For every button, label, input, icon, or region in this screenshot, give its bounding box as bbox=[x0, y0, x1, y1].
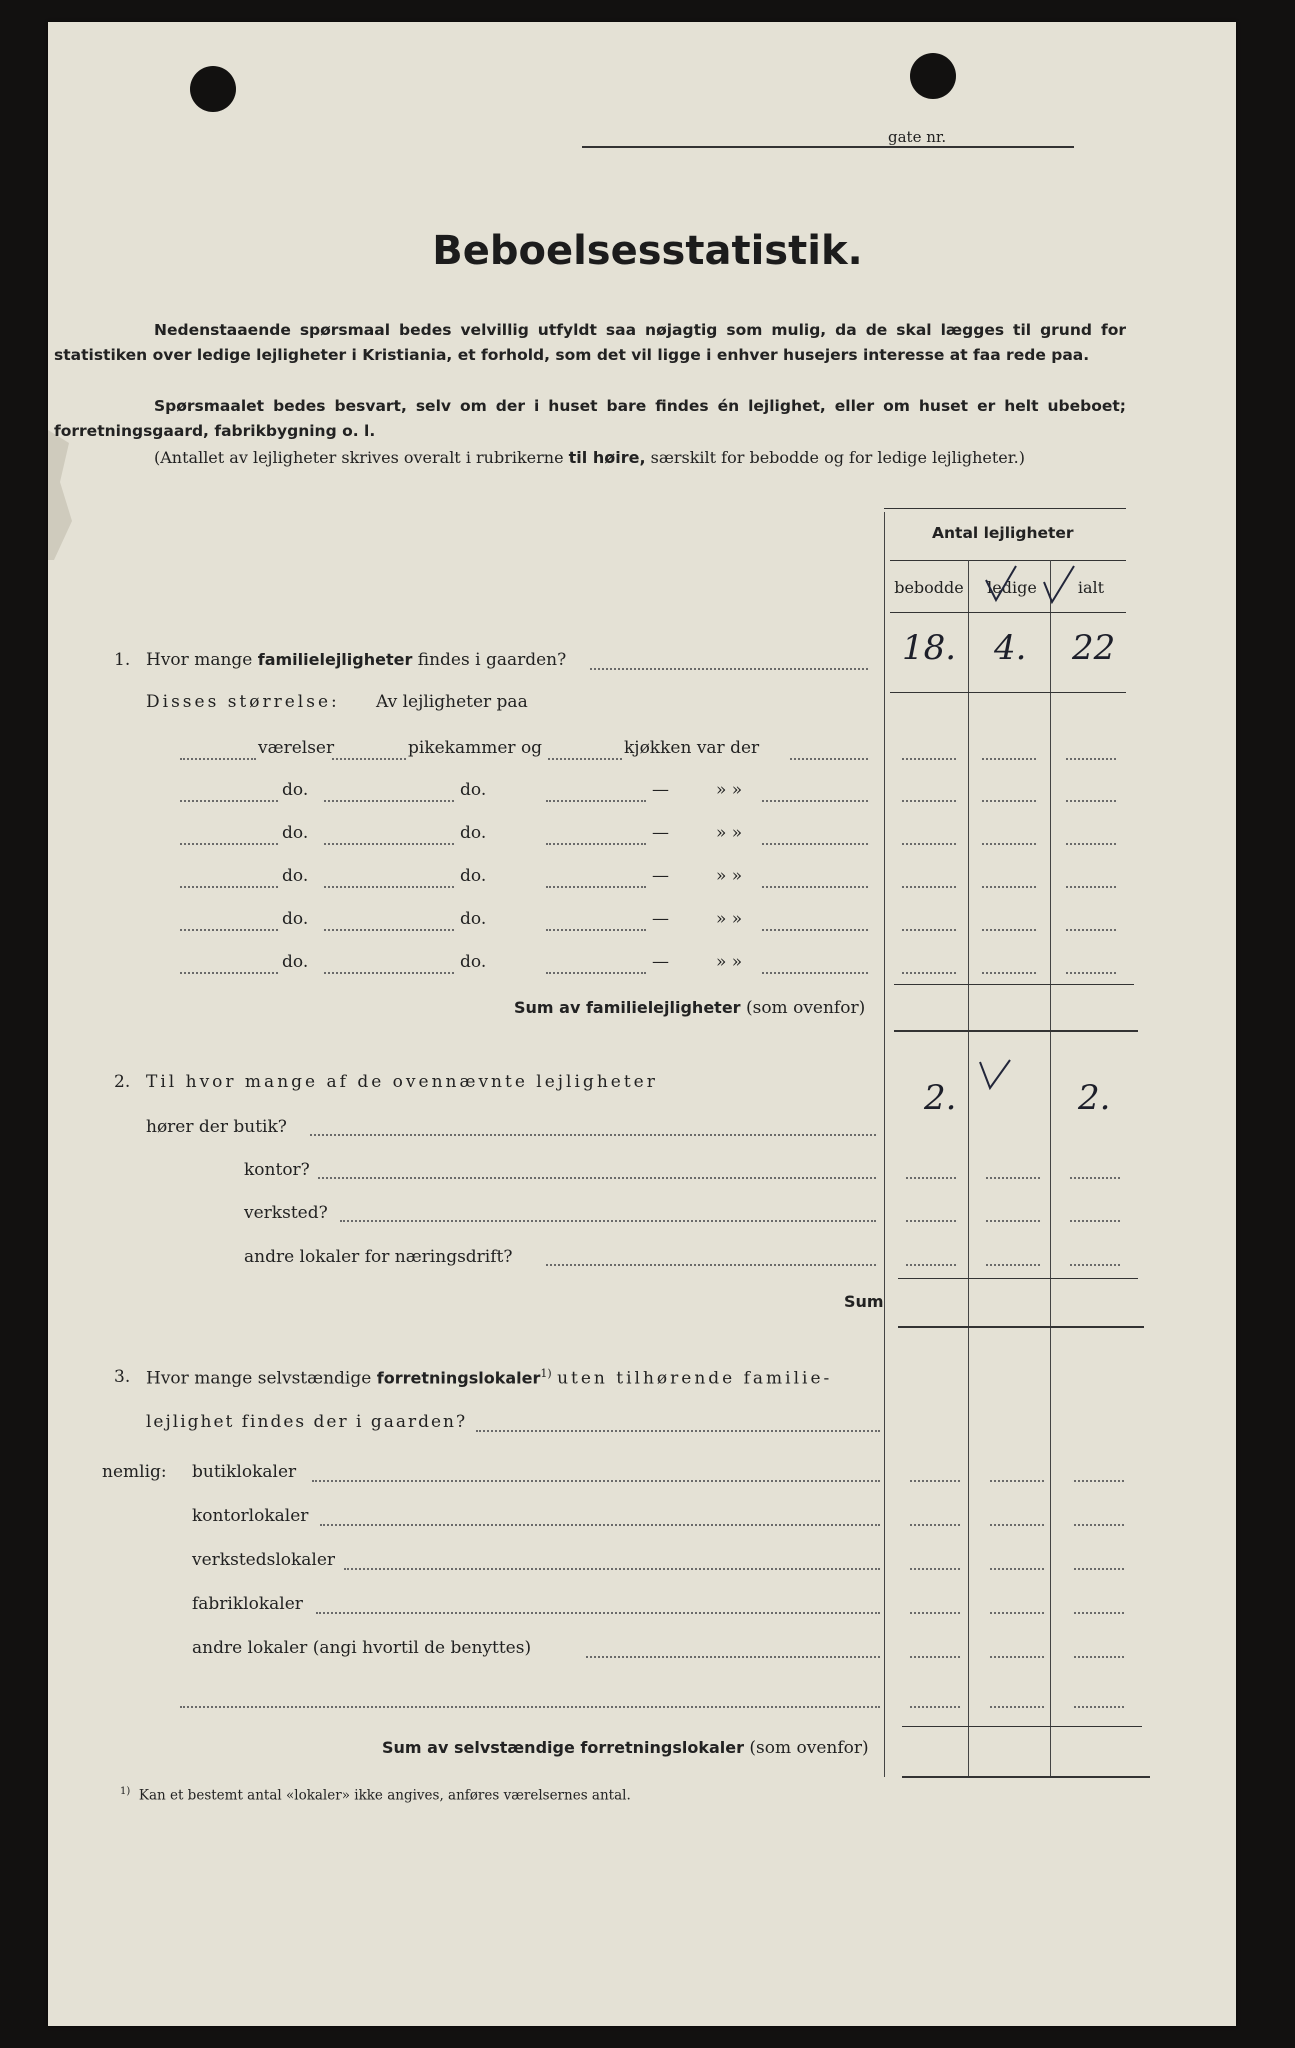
q3-item-fabriklokaler: fabriklokaler bbox=[192, 1594, 303, 1614]
q3-question bbox=[146, 1367, 832, 1389]
cell-dots bbox=[982, 758, 1036, 760]
q3-item-verkstedslokaler-dots bbox=[344, 1568, 880, 1570]
column-divider-1 bbox=[968, 560, 969, 1777]
cell-dots bbox=[902, 929, 956, 931]
table-title: Antal lejligheter bbox=[932, 524, 1074, 542]
column-header-rule bbox=[890, 612, 1126, 613]
size-row-6-do-b: do. bbox=[460, 952, 487, 972]
size-row-4-blank-b bbox=[324, 886, 454, 888]
q2-answer-ialt: 2. bbox=[1078, 1078, 1111, 1118]
size-row-3-blank-b bbox=[324, 843, 454, 845]
size-row-2-do-a: do. bbox=[282, 780, 309, 800]
size-row-3-blank-c bbox=[546, 843, 646, 845]
intro-paragraph-1: Nedenstaaende spørsmaal bedes velvillig utfyldt saa nøjagtig som mulig, da de skal lægges til grund for statistiken over ledige lejligheter i Kristiania, et forhold, som det vil ligge i enhver husejers interesse at faa rede paa. bbox=[54, 321, 1126, 364]
q2-question: Til hvor mange af de ovennævnte lejligheter bbox=[146, 1072, 658, 1092]
size-row-1-blank-c bbox=[548, 758, 622, 760]
q2-item-butik-dots bbox=[310, 1134, 876, 1136]
cell-dots bbox=[1066, 800, 1116, 802]
cell-dots bbox=[1074, 1524, 1124, 1526]
column-header-ledige: ledige bbox=[987, 578, 1037, 597]
q2-item-kontor-dots bbox=[318, 1177, 876, 1179]
cell-dots bbox=[1070, 1220, 1120, 1222]
q3-item-kontorlokaler: kontorlokaler bbox=[192, 1506, 309, 1526]
size-row-3-do-b: do. bbox=[460, 823, 487, 843]
cell-dots bbox=[982, 929, 1036, 931]
q3-text-bold: forretningslokaler bbox=[376, 1368, 541, 1388]
punch-hole-right bbox=[910, 53, 956, 99]
q1-text-bold: familielejligheter bbox=[257, 650, 413, 669]
size-row-4-dots bbox=[762, 886, 868, 888]
q3-sum-part2: (som ovenfor) bbox=[744, 1738, 869, 1758]
cell-dots bbox=[910, 1480, 960, 1482]
q3-extra-line bbox=[180, 1706, 880, 1708]
cell-dots bbox=[1066, 843, 1116, 845]
size-row-6-blank-b bbox=[324, 972, 454, 974]
q1-sum-part2: (som ovenfor) bbox=[740, 998, 866, 1018]
q2-item-kontor: kontor? bbox=[244, 1160, 310, 1180]
cell-dots bbox=[990, 1568, 1044, 1570]
q3-item-andre: andre lokaler (angi hvortil de benyttes) bbox=[192, 1638, 532, 1658]
size-row-2-blank-c bbox=[546, 800, 646, 802]
footnote bbox=[120, 1786, 631, 1804]
cell-dots bbox=[906, 1177, 956, 1179]
cell-dots bbox=[990, 1706, 1044, 1708]
size-row-6-quote: » » bbox=[716, 952, 743, 972]
cell-dots bbox=[1066, 886, 1116, 888]
q2-sum-rule-top bbox=[898, 1278, 1138, 1279]
q1-text-part1: Hvor mange bbox=[146, 650, 258, 670]
q2-item-andre-dots bbox=[546, 1264, 876, 1266]
cell-dots bbox=[982, 843, 1036, 845]
size-row-2-blank-b bbox=[324, 800, 454, 802]
cell-dots bbox=[1066, 972, 1116, 974]
size-row-5-quote: » » bbox=[716, 909, 743, 929]
table-left-border bbox=[884, 512, 885, 1777]
gate-number-line bbox=[582, 146, 1074, 148]
q3-text-part2: uten tilhørende familie- bbox=[557, 1368, 833, 1389]
q1-size-label: Disses størrelse: bbox=[146, 692, 340, 712]
cell-dots bbox=[910, 1612, 960, 1614]
cell-dots bbox=[902, 972, 956, 974]
q2-item-verksted-dots bbox=[340, 1220, 876, 1222]
column-header-bebodde: bebodde bbox=[894, 578, 964, 597]
cell-dots bbox=[902, 843, 956, 845]
intro-p3-part1: (Antallet av lejligheter skrives overalt i rubrikerne bbox=[154, 448, 569, 467]
intro-paragraph-3 bbox=[54, 445, 1126, 470]
q1-number: 1. bbox=[114, 650, 131, 670]
cell-dots bbox=[910, 1524, 960, 1526]
size-row-5-blank-c bbox=[546, 929, 646, 931]
q3-item-kontorlokaler-dots bbox=[320, 1524, 880, 1526]
table-top-rule bbox=[884, 508, 1126, 509]
cell-dots bbox=[1074, 1612, 1124, 1614]
cell-dots bbox=[990, 1480, 1044, 1482]
q1-sum-bold: familielejligheter bbox=[585, 998, 741, 1017]
cell-dots bbox=[906, 1220, 956, 1222]
intro-block-2 bbox=[54, 394, 1126, 444]
tick-mark-q2-ledige bbox=[976, 1056, 1016, 1100]
footnote-mark: 1) bbox=[120, 1786, 131, 1797]
size-row-3-blank-a bbox=[180, 843, 278, 845]
cell-dots bbox=[1066, 758, 1116, 760]
size-row-6-dash: — bbox=[652, 952, 669, 972]
size-row-4-dash: — bbox=[652, 866, 669, 886]
cell-dots bbox=[986, 1264, 1040, 1266]
size-row-3-quote: » » bbox=[716, 823, 743, 843]
size-row-2-quote: » » bbox=[716, 780, 743, 800]
q3-text-part1: Hvor mange selvstændige bbox=[146, 1368, 377, 1389]
size-row-5-dots bbox=[762, 929, 868, 931]
intro-p3-part2: særskilt for bebodde og for ledige lejligheter.) bbox=[645, 448, 1025, 467]
q1-row-rule bbox=[890, 692, 1126, 693]
q1-answer-bebodde: 18. bbox=[902, 628, 957, 668]
size-row-2-dots bbox=[762, 800, 868, 802]
tick-mark-ledige bbox=[982, 560, 1022, 610]
size-row-1-blank-a bbox=[180, 758, 256, 760]
cell-dots bbox=[982, 972, 1036, 974]
size-row-5-blank-b bbox=[324, 929, 454, 931]
cell-dots bbox=[990, 1612, 1044, 1614]
q3-sum-bold: Sum av selvstændige forretningslokaler bbox=[382, 1738, 744, 1757]
size-row-4-do-b: do. bbox=[460, 866, 487, 886]
q1-leader-dots bbox=[590, 668, 868, 670]
intro-block-3 bbox=[54, 445, 1126, 470]
q1-sum-rule-bottom bbox=[894, 1030, 1138, 1032]
intro-p3-bold: til høire, bbox=[568, 448, 646, 467]
q3-item-andre-dots bbox=[586, 1656, 880, 1658]
q3-item-butiklokaler-dots bbox=[312, 1480, 880, 1482]
size-row-label-rooms: værelser bbox=[258, 738, 335, 758]
q3-item-verkstedslokaler: verkstedslokaler bbox=[192, 1550, 336, 1570]
q1-answer-ledige: 4. bbox=[994, 628, 1027, 668]
cell-dots bbox=[1070, 1177, 1120, 1179]
cell-dots bbox=[990, 1524, 1044, 1526]
q3-nemlig: nemlig: bbox=[102, 1462, 167, 1482]
size-row-2-do-b: do. bbox=[460, 780, 487, 800]
q2-sum-rule-bottom bbox=[898, 1326, 1144, 1328]
size-row-5-do-b: do. bbox=[460, 909, 487, 929]
q1-text-part2: findes i gaarden? bbox=[412, 650, 567, 670]
q1-sum-part1: Sum av bbox=[514, 998, 586, 1017]
cell-dots bbox=[910, 1656, 960, 1658]
q3-footnote-ref: 1) bbox=[540, 1367, 552, 1380]
q3-line2-text: lejlighet findes der i gaarden? bbox=[146, 1412, 468, 1432]
cell-dots bbox=[910, 1706, 960, 1708]
q1-sum-label bbox=[514, 998, 865, 1018]
size-row-6-do-a: do. bbox=[282, 952, 309, 972]
cell-dots bbox=[902, 886, 956, 888]
size-row-4-blank-a bbox=[180, 886, 278, 888]
footnote-text: Kan et bestemt antal «lokaler» ikke angives, anføres værelsernes antal. bbox=[138, 1787, 631, 1804]
size-row-3-dash: — bbox=[652, 823, 669, 843]
q1-question bbox=[146, 650, 566, 670]
q1-sum-rule-top bbox=[894, 984, 1134, 985]
size-row-4-blank-c bbox=[546, 886, 646, 888]
punch-hole-left bbox=[190, 66, 236, 112]
size-row-label-maids-room: pikekammer og bbox=[408, 738, 543, 758]
intro-text bbox=[54, 318, 1126, 368]
size-row-1-dots bbox=[790, 758, 868, 760]
q3-question-line2 bbox=[146, 1412, 467, 1432]
column-divider-2 bbox=[1050, 560, 1051, 1777]
cell-dots bbox=[1074, 1480, 1124, 1482]
size-row-5-dash: — bbox=[652, 909, 669, 929]
size-row-5-blank-a bbox=[180, 929, 278, 931]
form-title: Beboelsesstatistik. bbox=[432, 228, 863, 274]
q2-item-andre: andre lokaler for næringsdrift? bbox=[244, 1247, 513, 1267]
cell-dots bbox=[990, 1656, 1044, 1658]
q1-size-text: Av lejligheter paa bbox=[376, 692, 528, 712]
cell-dots bbox=[1070, 1264, 1120, 1266]
gate-number-label: gate nr. bbox=[888, 128, 947, 146]
q1-answer-ialt: 22 bbox=[1072, 628, 1116, 668]
q2-item-butik: hører der butik? bbox=[146, 1117, 287, 1137]
column-header-ialt: ialt bbox=[1077, 578, 1105, 597]
size-row-4-quote: » » bbox=[716, 866, 743, 886]
size-row-label-kitchen: kjøkken var der bbox=[624, 738, 760, 758]
size-row-2-dash: — bbox=[652, 780, 669, 800]
q2-number: 2. bbox=[114, 1072, 131, 1092]
size-row-6-dots bbox=[762, 972, 868, 974]
cell-dots bbox=[1074, 1568, 1124, 1570]
cell-dots bbox=[902, 758, 956, 760]
q3-sum-rule-bottom bbox=[902, 1776, 1150, 1778]
q2-item-verksted: verksted? bbox=[244, 1203, 328, 1223]
cell-dots bbox=[906, 1264, 956, 1266]
size-row-5-do-a: do. bbox=[282, 909, 309, 929]
size-row-6-blank-c bbox=[546, 972, 646, 974]
q3-item-butiklokaler: butiklokaler bbox=[192, 1462, 297, 1482]
q3-sum-rule-top bbox=[902, 1726, 1142, 1727]
size-row-3-do-a: do. bbox=[282, 823, 309, 843]
cell-dots bbox=[1074, 1706, 1124, 1708]
cell-dots bbox=[902, 800, 956, 802]
size-row-2-blank-a bbox=[180, 800, 278, 802]
cell-dots bbox=[982, 800, 1036, 802]
cell-dots bbox=[986, 1220, 1040, 1222]
q2-sum-label bbox=[844, 1292, 884, 1312]
q3-item-fabriklokaler-dots bbox=[316, 1612, 880, 1614]
size-row-4-do-a: do. bbox=[282, 866, 309, 886]
q3-sum-label bbox=[382, 1738, 869, 1758]
size-row-1-blank-b bbox=[332, 758, 406, 760]
size-row-6-blank-a bbox=[180, 972, 278, 974]
q3-line2-dots bbox=[476, 1430, 880, 1432]
size-row-3-dots bbox=[762, 843, 868, 845]
q3-number: 3. bbox=[114, 1367, 131, 1387]
q2-sum-text: Sum bbox=[844, 1292, 884, 1311]
cell-dots bbox=[910, 1568, 960, 1570]
cell-dots bbox=[1066, 929, 1116, 931]
cell-dots bbox=[986, 1177, 1040, 1179]
q2-answer-bebodde: 2. bbox=[924, 1078, 957, 1118]
tick-mark-ialt bbox=[1040, 560, 1080, 610]
intro-paragraph-2: Spørsmaalet bedes besvart, selv om der i huset bare findes én lejlighet, eller om huset er helt ubeboet; forretningsgaard, fabrikbygning o. l. bbox=[54, 397, 1126, 440]
cell-dots bbox=[1074, 1656, 1124, 1658]
cell-dots bbox=[982, 886, 1036, 888]
